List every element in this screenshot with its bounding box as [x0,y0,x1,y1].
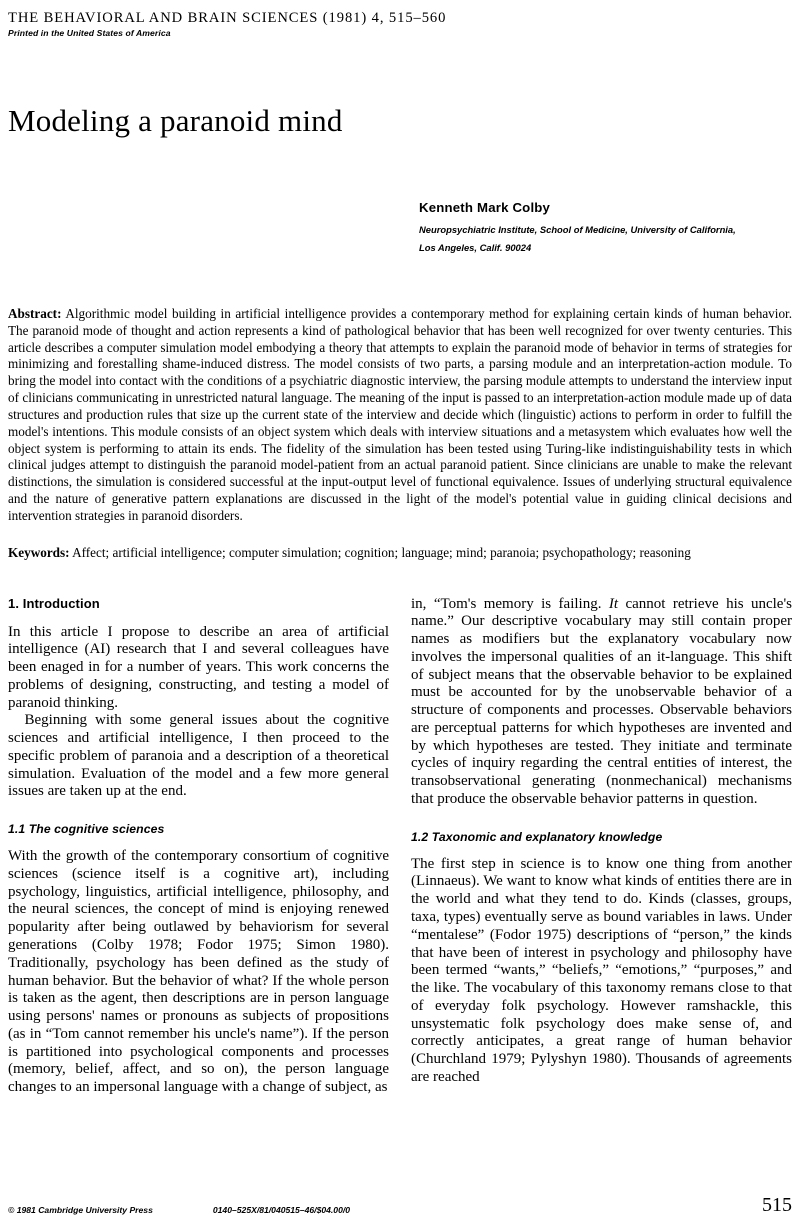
paragraph: Beginning with some general issues about the cognitive sciences and artificial intelligence, I then proceed to the specific problem of paranoia and a description of a theoretical simulation. Evaluation of the model and a few more general issues are taken up at the end. [8,712,389,800]
left-column [8,596,389,1097]
abstract-paragraph [8,306,792,525]
paragraph-text-before-emphasis: in, “Tom's memory is failing. [411,595,609,612]
running-head [8,10,792,26]
printed-in-line: Printed in the United States of America [8,28,171,39]
issn-code: 0140–525X/81/040515–46/$04.00/0 [212,1205,351,1215]
keywords-label: Keywords: [8,544,70,560]
section-heading-introduction: 1. Introduction [8,595,100,611]
byline [8,200,792,256]
emphasized-word: It [608,595,619,612]
paragraph [411,596,792,809]
page-footer [8,1196,792,1215]
author-affiliation-line-2: Los Angeles, Calif. 90024 [419,241,532,253]
keywords-paragraph [8,545,792,562]
abstract-text: Algorithmic model building in artificial intelligence provides a contemporary method for explaining certain kinds of human behavior. The paranoid mode of thought and action represents a kind of pathological behavior that has been well recognized for over twenty centuries. This article describes a computer simulation model embodying a theory that attempts to explain the paranoid mode of behavior in terms of strategies for minimizing and forestalling shame-induced distress. The model consists of two parts, a parsing module and an interpretation-action module. To bring the model into contact with the conditions of a psychiatric diagnostic interview, the parsing module attempts to understand the interview input of clinicians communicating in unrestricted natural language. The meaning of the input is passed to an interpretation-action module made up of data structures and production rules that size up the current state of the interview and decide which (linguistic) actions to perform in order to fulfill the model's intentions. This module consists of an object system which deals with interview situations and a metasystem which evaluates how well the object system is performing to attain its ends. The fidelity of the simulation has been tested using Turing-like indistinguishability tests in which clinical judges attempt to distinguish the paranoid model-patient from an actual paranoid patient. Since clinicians are unable to make the relevant distinctions, the simulation is considered successful at the input-output level of functional equivalence. Issues of underlying structural equivalence and the nature of generative pattern explanations are discussed in the light of the model's potential value in guiding clinical decisions and intervention strategies in paranoid disorders. [8,305,792,523]
keywords-text: Affect; artificial intelligence; computer simulation; cognition; language; mind; paranoia; psychopathology; reasoning [69,544,691,560]
paragraph-text-after-emphasis: cannot retrieve his uncle's name.” Our descriptive vocabulary may still contain proper names as modifiers but the explanatory vocabulary now involves the impersonal qualities of an it-language. This shift of subject means that the observable behavior to be explained must be accounted for by the unobservable behavior of a structure of components and processes. Observable behaviors are perceptual patterns for which hypotheses are invented and by which hypotheses are tested. They initiate and terminate cycles of inquiry regarding the central entities of interest, the transobservational generating (nonmechanical) mechanisms that produce the observable behavior patterns in question. [411,595,793,807]
journal-citation-line: THE BEHAVIORAL AND BRAIN SCIENCES (1981) 4, 515–560 [8,10,447,26]
page-number: 515 [762,1194,792,1216]
subsection-heading-cognitive-sciences: 1.1 The cognitive sciences [8,822,165,837]
paragraph: In this article I propose to describe an area of artificial intelligence (AI) research that I and several colleagues have been enaged in for a number of years. This work concerns the problems of designing, constructing, and testing a model of paranoid thinking. [8,623,389,711]
body-columns [8,596,792,1097]
page-title: Modeling a paranoid mind [8,103,343,139]
right-column [411,596,792,1087]
author-name: Kenneth Mark Colby [419,200,551,216]
subsection-heading-taxonomic-knowledge: 1.2 Taxonomic and explanatory knowledge [411,829,663,844]
author-affiliation-line-1: Neuropsychiatric Institute, School of Medicine, University of California, [419,224,736,236]
copyright-notice: © 1981 Cambridge University Press [8,1205,153,1215]
paragraph: The first step in science is to know one thing from another (Linnaeus). We want to know what kinds of entities there are in the world and what they tend to do. Kinds (classes, groups, taxa, types) eventually serve as bound variables in laws. Under “mentalese” (Fodor 1975) descriptions of “person,” the kinds that have been of interest in psychology and philosophy have been termed “wants,” “beliefs,” “emotions,” “purposes,” and the like. The vocabulary of this taxonomy remans close to that of everyday folk psychology. However ramshackle, this unsystematic folk psychology does make sense of, and correctly anticipates, a great range of human behavior (Churchland 1979; Pylyshyn 1980). Thousands of agreements are reached [411,855,792,1085]
abstract-label: Abstract: [8,305,62,321]
paragraph: With the growth of the contemporary consortium of cognitive sciences (science itself is a cognitive art), including psychology, linguistics, artificial intelligence, philosophy, and the neural sciences, the concept of mind is enjoying renewed popularity after being outlawed by behaviorism for several generations (Colby 1978; Fodor 1975; Simon 1980). Traditionally, psychology has been defined as the study of human behavior. But the behavior of what? If the whole person is taken as the agent, then descriptions are in person language using persons' names or pronouns as subjects of propositions (as in “Tom cannot remember his uncle's name”). If the person is partitioned into psychological components and processes (memory, belief, affect, and so on), the person language changes to an impersonal language with a change of subject, as [8,848,389,1096]
